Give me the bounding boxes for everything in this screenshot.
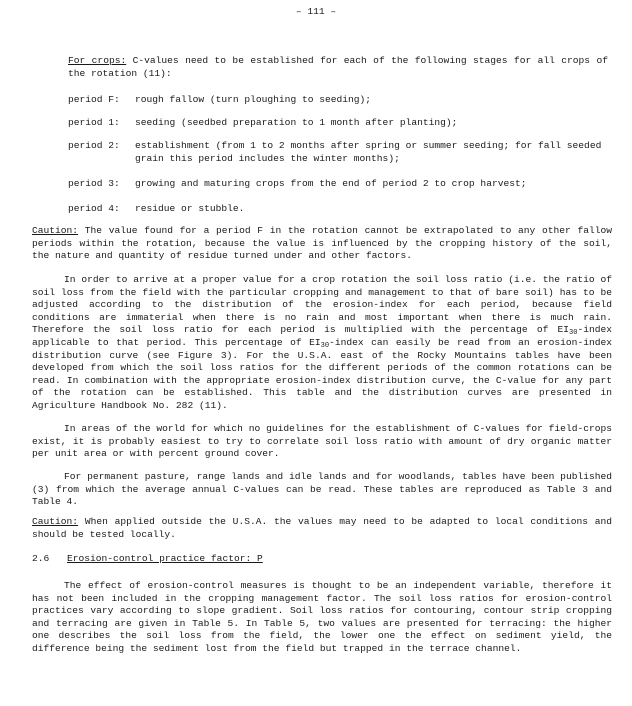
period-label: period 3: <box>68 178 120 189</box>
rotation-text-part2: -index applicable to that period. This percentage of EI <box>32 324 612 348</box>
effect-paragraph: The effect of erosion-control measures is thought to be an independent variable, therefore it has not been included in the cropping management factor. The soil loss ratios for erosion-control practices vary according to slope gradient. Soil loss ratios for contouring, contour strip cropping and terracing are given in Table 5. In Table 5, two values are presented for terracing: the higher one describes the soil loss from the field, the lower one the effect on sediment yield, the difference being the sediment lost from the field but trapped in the terrace channel. <box>32 580 612 654</box>
period-text: establishment (from 1 to 2 months after spring or summer seeding; for fall seeded grain this period includes the winter months); <box>135 140 602 164</box>
crops-label: For crops: <box>68 55 127 66</box>
period-text: rough fallow (turn ploughing to seeding); <box>135 94 372 105</box>
period-text: growing and maturing crops from the end of period 2 to crop harvest; <box>135 178 527 189</box>
caution-text: The value found for a period F in the rotation cannot be extrapolated to any other fallow periods within the rotation, because the value is influenced by the cropping history of the soil, the nature and quantity of residue turned under and other factors. <box>32 225 612 262</box>
ei-subscript: 30 <box>569 329 578 338</box>
rotation-text-part1: In order to arrive at a proper value for a crop rotation the soil loss ratio (i.e. the ratio of soil loss from the field with the particular cropping and management to that of bare soil) has to be adjusted according to the distribution of the erosion-index for each period, because field conditions are immaterial when there is no rain and most important when there is much rain. Therefore the soil loss ratio for each period is multiplied with the percentage of EI <box>32 274 612 336</box>
caution-paragraph <box>32 225 612 263</box>
areas-paragraph: In areas of the world for which no guidelines for the establishment of C-values for field-crops exist, it is probably easiest to try to correlate soil loss ratio with amount of dry organic matter per unit area or with percent ground cover. <box>32 423 612 460</box>
caution-label: Caution: <box>32 225 79 236</box>
section-title: Erosion-control practice factor: P <box>67 553 263 564</box>
page-number: – 111 – <box>295 6 337 17</box>
period-text: seeding (seedbed preparation to 1 month after planting); <box>135 117 458 128</box>
crops-intro <box>68 55 608 80</box>
rotation-text-part3: -index can easily be read from an erosion-index distribution curve (see Figure 3). For the U.S.A. east of the Rocky Mountains tables have been developed from which the soil loss ratios for the different periods of the common rotations can be read. In combination with the appropriate erosion-index distribution curve, the C-value for any part of the rotation can be established. This table and the distribution curves are presented in Agriculture Handbook No. 282 (11). <box>32 336 612 411</box>
period-label: period F: <box>68 94 120 105</box>
caution-label: Caution: <box>32 516 79 527</box>
caution-paragraph-2 <box>32 516 612 541</box>
section-number: 2.6 <box>32 553 50 564</box>
period-label: period 2: <box>68 140 120 151</box>
crops-text: C-values need to be established for each of the following stages for all crops of the rotation (11): <box>68 55 608 79</box>
rotation-paragraph <box>32 274 612 413</box>
caution-text: When applied outside the U.S.A. the values may need to be adapted to local conditions and should be tested locally. <box>32 516 612 540</box>
pasture-paragraph: For permanent pasture, range lands and idle lands and for woodlands, tables have been published (3) from which the average annual C-values can be read. These tables are reproduced as Table 3 and Table 4. <box>32 471 612 508</box>
period-text: residue or stubble. <box>135 203 245 214</box>
period-label: period 4: <box>68 203 120 214</box>
period-label: period 1: <box>68 117 120 128</box>
ei-subscript: 30 <box>320 341 330 350</box>
